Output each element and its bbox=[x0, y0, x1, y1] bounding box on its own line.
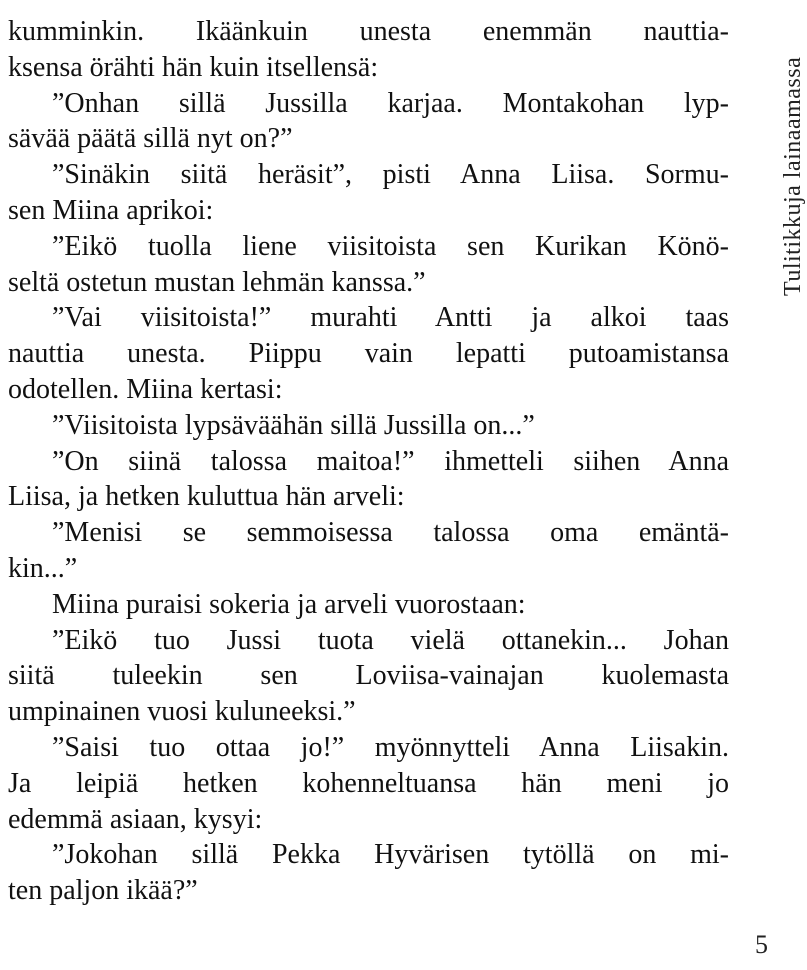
text-line: ”On siinä talossa maitoa!” ihmetteli siihen Anna bbox=[52, 445, 729, 477]
text-line: ”Saisi tuo ottaa jo!” myönnytteli Anna Liisakin. bbox=[52, 731, 729, 763]
text-line: ”Menisi se semmoisessa talossa oma emäntä- bbox=[52, 517, 729, 549]
text-line: ”Jokohan sillä Pekka Hyvärisen tytöllä on mi- bbox=[52, 839, 729, 871]
text-line: Miina puraisi sokeria ja arveli vuorostaan: bbox=[52, 588, 526, 620]
text-line: kin...” bbox=[8, 552, 78, 584]
text-line: siitä tuleekin sen Loviisa-vainajan kuolemasta bbox=[8, 660, 729, 692]
text-line: Liisa, ja hetken kuluttua hän arveli: bbox=[8, 481, 405, 513]
text-line: kumminkin. Ikäänkuin unesta enemmän nauttia- bbox=[8, 16, 729, 47]
page-number: 5 bbox=[755, 930, 768, 959]
text-line: ksensa örähti hän kuin itsellensä: bbox=[8, 51, 379, 83]
text-line: ”Vai viisitoista!” murahti Antti ja alkoi taas bbox=[52, 302, 729, 334]
text-line: ”Onhan sillä Jussilla karjaa. Montakohan lyp- bbox=[52, 87, 729, 119]
text-line: ”Viisitoista lypsäväähän sillä Jussilla on...” bbox=[52, 409, 535, 441]
text-line: umpinainen vuosi kuluneeksi.” bbox=[8, 696, 356, 728]
text-line: ”Eikö tuo Jussi tuota vielä ottanekin... Johan bbox=[52, 624, 729, 656]
text-line: sen Miina aprikoi: bbox=[8, 194, 214, 226]
text-line: sävää päätä sillä nyt on?” bbox=[8, 123, 293, 155]
text-line: ”Sinäkin siitä heräsit”, pisti Anna Liisa. Sormu- bbox=[52, 159, 729, 191]
text-line: odotellen. Miina kertasi: bbox=[8, 373, 283, 405]
text-line: ten paljon ikää?” bbox=[8, 875, 198, 907]
text-line: edemmä asiaan, kysyi: bbox=[8, 803, 263, 835]
text-line: ”Eikö tuolla liene viisitoista sen Kurikan Könö- bbox=[52, 230, 729, 262]
text-line: nauttia unesta. Piippu vain lepatti putoamistansa bbox=[8, 338, 729, 370]
body-text bbox=[8, 14, 729, 909]
text-line: Ja leipiä hetken kohenneltuansa hän meni jo bbox=[8, 767, 729, 799]
running-head: Tulitikkuja lainaamassa bbox=[780, 56, 806, 296]
text-line: seltä ostetun mustan lehmän kanssa.” bbox=[8, 266, 426, 298]
